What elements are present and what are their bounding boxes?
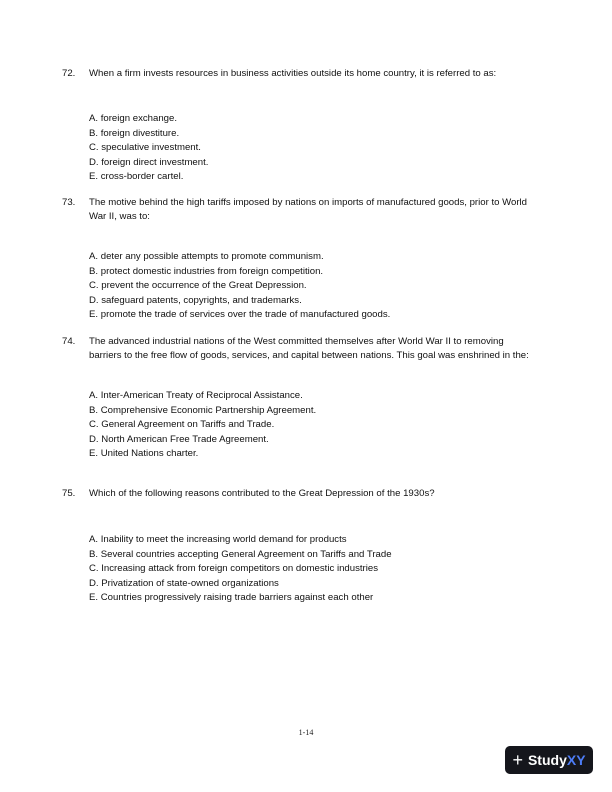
question-73: [62, 196, 532, 323]
question-text: The motive behind the high tariffs imposed by nations on imports of manufactured goods, prior to World War II, was to:: [89, 197, 527, 222]
answer-option: C. General Agreement on Tariffs and Trade.: [89, 419, 275, 431]
brand-accent: XY: [566, 752, 586, 768]
studyxy-badge[interactable]: [505, 746, 593, 774]
answer-options: [62, 112, 532, 185]
question-number: 73.: [62, 197, 76, 208]
answer-option: B. foreign divestiture.: [89, 127, 180, 139]
answer-option: C. prevent the occurrence of the Great Depression.: [89, 280, 307, 292]
answer-option: B. Comprehensive Economic Partnership Agreement.: [89, 404, 317, 416]
answer-option: D. North American Free Trade Agreement.: [89, 433, 269, 445]
answer-option: C. Increasing attack from foreign competitors on domestic industries: [89, 563, 379, 575]
answer-option: A. foreign exchange.: [89, 113, 178, 124]
answer-option: B. protect domestic industries from foreign competition.: [89, 265, 324, 277]
brand-main: Study: [527, 752, 567, 768]
question-text: When a firm invests resources in business activities outside its home country, it is referred to as:: [89, 68, 497, 79]
answer-option: D. safeguard patents, copyrights, and trademarks.: [89, 294, 302, 306]
question-72: [62, 67, 532, 185]
question-74: [62, 335, 532, 462]
question-number: 75.: [62, 488, 76, 499]
answer-option: D. Privatization of state-owned organizations: [89, 577, 279, 589]
answer-option: E. cross-border cartel.: [89, 171, 184, 183]
brand-name: [528, 752, 586, 768]
answer-option: B. Several countries accepting General Agreement on Tariffs and Trade: [89, 548, 392, 560]
answer-option: D. foreign direct investment.: [89, 156, 209, 168]
question-number: 72.: [62, 68, 76, 79]
answer-option: E. United Nations charter.: [89, 448, 199, 460]
answer-options: [62, 250, 532, 323]
question-number: 74.: [62, 336, 76, 347]
question-text: Which of the following reasons contributed to the Great Depression of the 1930s?: [89, 488, 435, 499]
answer-option: A. Inter-American Treaty of Reciprocal Assistance.: [89, 390, 303, 401]
page-number: 1-14: [298, 728, 314, 737]
answer-option: E. promote the trade of services over the trade of manufactured goods.: [89, 309, 391, 321]
answer-option: A. deter any possible attempts to promote communism.: [89, 251, 324, 262]
answer-option: E. Countries progressively raising trade barriers against each other: [89, 592, 374, 604]
answer-options: [62, 389, 532, 462]
answer-options: [62, 533, 532, 606]
question-text: The advanced industrial nations of the West committed themselves after World War II to removing barriers to the free flow of goods, services, and capital between nations. This goal was enshrined in the:: [89, 336, 529, 361]
answer-option: A. Inability to meet the increasing world demand for products: [89, 534, 347, 545]
plus-icon: +: [512, 750, 523, 770]
answer-option: C. speculative investment.: [89, 142, 201, 154]
question-75: [62, 487, 532, 606]
